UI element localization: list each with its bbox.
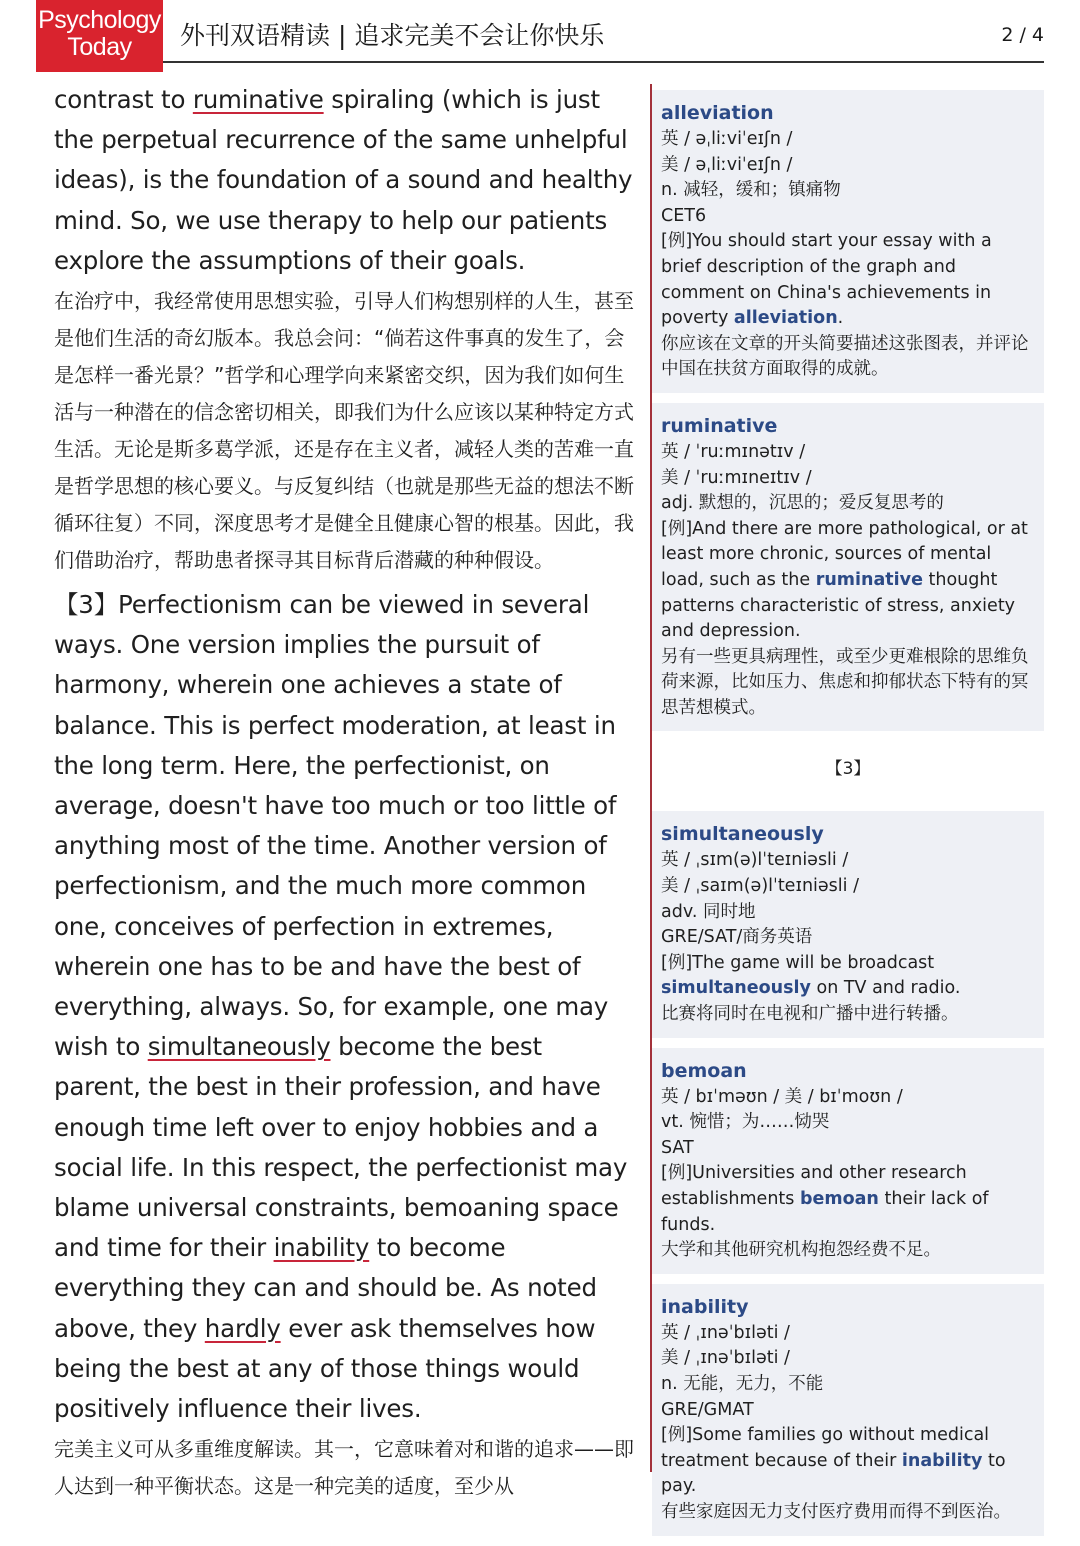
vocab-card-bemoan [652, 1048, 1044, 1274]
text-span: [例]And there are more pathological, or at least more chronic, sources of mental load, such as the [661, 518, 1028, 590]
text-span: on TV and radio. [810, 978, 961, 999]
paragraph-3-english [54, 585, 634, 1429]
vocab-level: GRE/GMAT [661, 1399, 754, 1420]
vocab-word: inability [661, 1295, 749, 1318]
vocabulary-column [652, 90, 1044, 1546]
vocab-definition: adj. 默想的，沉思的；爱反复思考的 [661, 493, 944, 514]
vocab-word: bemoan [661, 1059, 747, 1082]
vocab-uk-phonetic: 英 / ˈruːmɪnətɪv / [661, 441, 806, 462]
paragraph-2-chinese: 在治疗中，我经常使用思想实验，引导人们构想别样的人生，甚至是他们生活的奇幻版本。我总会问：“倘若这件事真的发生了，会是怎样一番光景？”哲学和心理学向来紧密交织，因为我们如何生活与一种潜在的信念密切相关，即我们为什么应该以某种特定方式生活。无论是斯多葛学派，还是存在主义者，减轻人类的苦难一直是哲学思想的核心要义。与反复纠结（也就是那些无益的想法不断循环往复）不同，深度思考才是健全且健康心智的根基。因此，我们借助治疗，帮助患者探寻其目标背后潜藏的种种假设。 [54, 289, 634, 573]
page-number: 2 / 4 [1001, 24, 1044, 46]
vocab-example [661, 229, 1034, 331]
example-highlight: ruminative [815, 569, 923, 590]
keyword-simultaneously[interactable]: simultaneously [147, 1032, 331, 1062]
vocab-word: alleviation [661, 102, 774, 124]
vocab-definition: vt. 惋惜；为……恸哭 [661, 1112, 830, 1133]
page-title: 外刊双语精读 | 追求完美不会让你快乐 [180, 21, 605, 50]
vocab-example-translation: 比赛将同时在电视和广播中进行转播。 [661, 1004, 959, 1025]
text-span: ever ask themselves how being the best at any of those things would positively influence their lives. [54, 1313, 596, 1424]
vocab-example-translation: 你应该在文章的开头简要描述这张图表，并评论中国在扶贫方面取得的成就。 [661, 333, 1029, 380]
text-span: . [837, 308, 844, 329]
text-span: [例]You should start your essay with a brief description of the graph and comment on China's achievements in poverty [661, 231, 992, 329]
vocab-phonetic: 英 / bɪˈməʊn / 美 / bɪˈmoʊn / [661, 1086, 903, 1107]
keyword-inability[interactable]: inability [273, 1233, 370, 1263]
text-span: contrast to [54, 85, 193, 114]
vocab-word: ruminative [661, 414, 778, 437]
example-highlight: alleviation [733, 308, 838, 329]
vocab-card-alleviation [652, 90, 1044, 393]
vocab-example [661, 1161, 1034, 1238]
vocab-example [661, 517, 1034, 645]
text-span: their lack of funds. [661, 1189, 989, 1235]
vocab-example [661, 1423, 1034, 1500]
vocab-example-translation: 另有一些更具病理性，或至少更难根除的思维负荷来源，比如压力、焦虑和抑郁状态下特有的冥思苦想模式。 [661, 646, 1029, 718]
vocab-card-inability [652, 1284, 1044, 1536]
vocab-level: GRE/SAT/商务英语 [661, 927, 813, 948]
logo-line-2: Today [67, 33, 132, 61]
vocab-definition: n. 减轻，缓和；镇痛物 [661, 180, 841, 201]
text-span: become the best parent, the best in their profession, and have enough time left over to enjoy hobbies and a social life. In this respect, the perfectionist may blame universal constraints, bemoaning space and time for their [54, 1032, 628, 1263]
text-span: [例]The game will be broadcast [661, 952, 935, 973]
text-span: to pay. [661, 1450, 1006, 1497]
article-column [54, 80, 634, 1505]
vocab-definition: adv. 同时地 [661, 901, 756, 922]
example-highlight: inability [901, 1450, 983, 1471]
vocab-level: SAT [661, 1137, 694, 1158]
vocab-uk-phonetic: 英 / ˌɪnəˈbɪləti / [661, 1322, 790, 1343]
text-span: 【3】Perfectionism can be viewed in several ways. One version implies the pursuit of harmony, wherein one achieves a state of balance. This is perfect moderation, at least in the long term. Here, the perfectionist, on average, doesn't have too much or too little of anything most of the time. Another version of perfectionism, and the much more common one, conceives of perfection in extremes, wherein one has to be and have the best of everything, always. So, for example, one may wish to [54, 590, 617, 1062]
vocab-word: simultaneously [661, 823, 824, 846]
vocab-us-phonetic: 美 / əˌliːviˈeɪʃn / [661, 154, 793, 175]
vocab-us-phonetic: 美 / ˌɪnəˈbɪləti / [661, 1348, 790, 1369]
vocab-uk-phonetic: 英 / ˌsɪm(ə)lˈteɪniəsli / [661, 850, 849, 871]
text-span: thought patterns characteristic of stress, anxiety and depression. [661, 569, 1016, 642]
keyword-hardly[interactable]: hardly [204, 1313, 281, 1343]
vocab-us-phonetic: 美 / ˈruːmɪneɪtɪv / [661, 467, 812, 488]
vocab-example-translation: 大学和其他研究机构抱怨经费不足。 [661, 1240, 941, 1261]
paragraph-2-english [54, 80, 634, 281]
vocab-definition: n. 无能，无力，不能 [661, 1373, 824, 1394]
keyword-ruminative[interactable]: ruminative [192, 85, 324, 114]
text-span: spiraling (which is just the perpetual recurrence of the same unhelpful ideas), is the foundation of a sound and healthy mind. So, we use therapy to help our patients explore the assumptions of their goals. [54, 85, 633, 275]
logo-line-1: Psychology [38, 6, 161, 34]
text-span: [例]Some families go without medical treatment because of their [661, 1425, 990, 1471]
vocab-card-simultaneously [652, 811, 1044, 1037]
vocab-uk-phonetic: 英 / əˌliːviˈeɪʃn / [661, 129, 793, 149]
vocab-example [661, 951, 1034, 1002]
vocab-us-phonetic: 美 / ˌsaɪm(ə)lˈteɪniəsli / [661, 876, 859, 897]
header-divider [163, 61, 1044, 63]
vocab-example-translation: 有些家庭因无力支付医疗费用而得不到医治。 [661, 1501, 1011, 1522]
section-marker: 【3】 [825, 759, 871, 780]
paragraph-3-chinese: 完美主义可从多重维度解读。其一，它意味着对和谐的追求——即人达到一种平衡状态。这是一种完美的适度，至少从 [54, 1437, 634, 1499]
vocab-card-ruminative [652, 403, 1044, 732]
psychology-today-logo [36, 0, 163, 72]
text-span: to become everything they can and should be. As noted above, they [54, 1233, 597, 1343]
vocab-level: CET6 [661, 205, 707, 226]
example-highlight: simultaneously [661, 978, 811, 999]
text-span: [例]Universities and other research establishments [661, 1163, 967, 1209]
example-highlight: bemoan [799, 1189, 879, 1209]
